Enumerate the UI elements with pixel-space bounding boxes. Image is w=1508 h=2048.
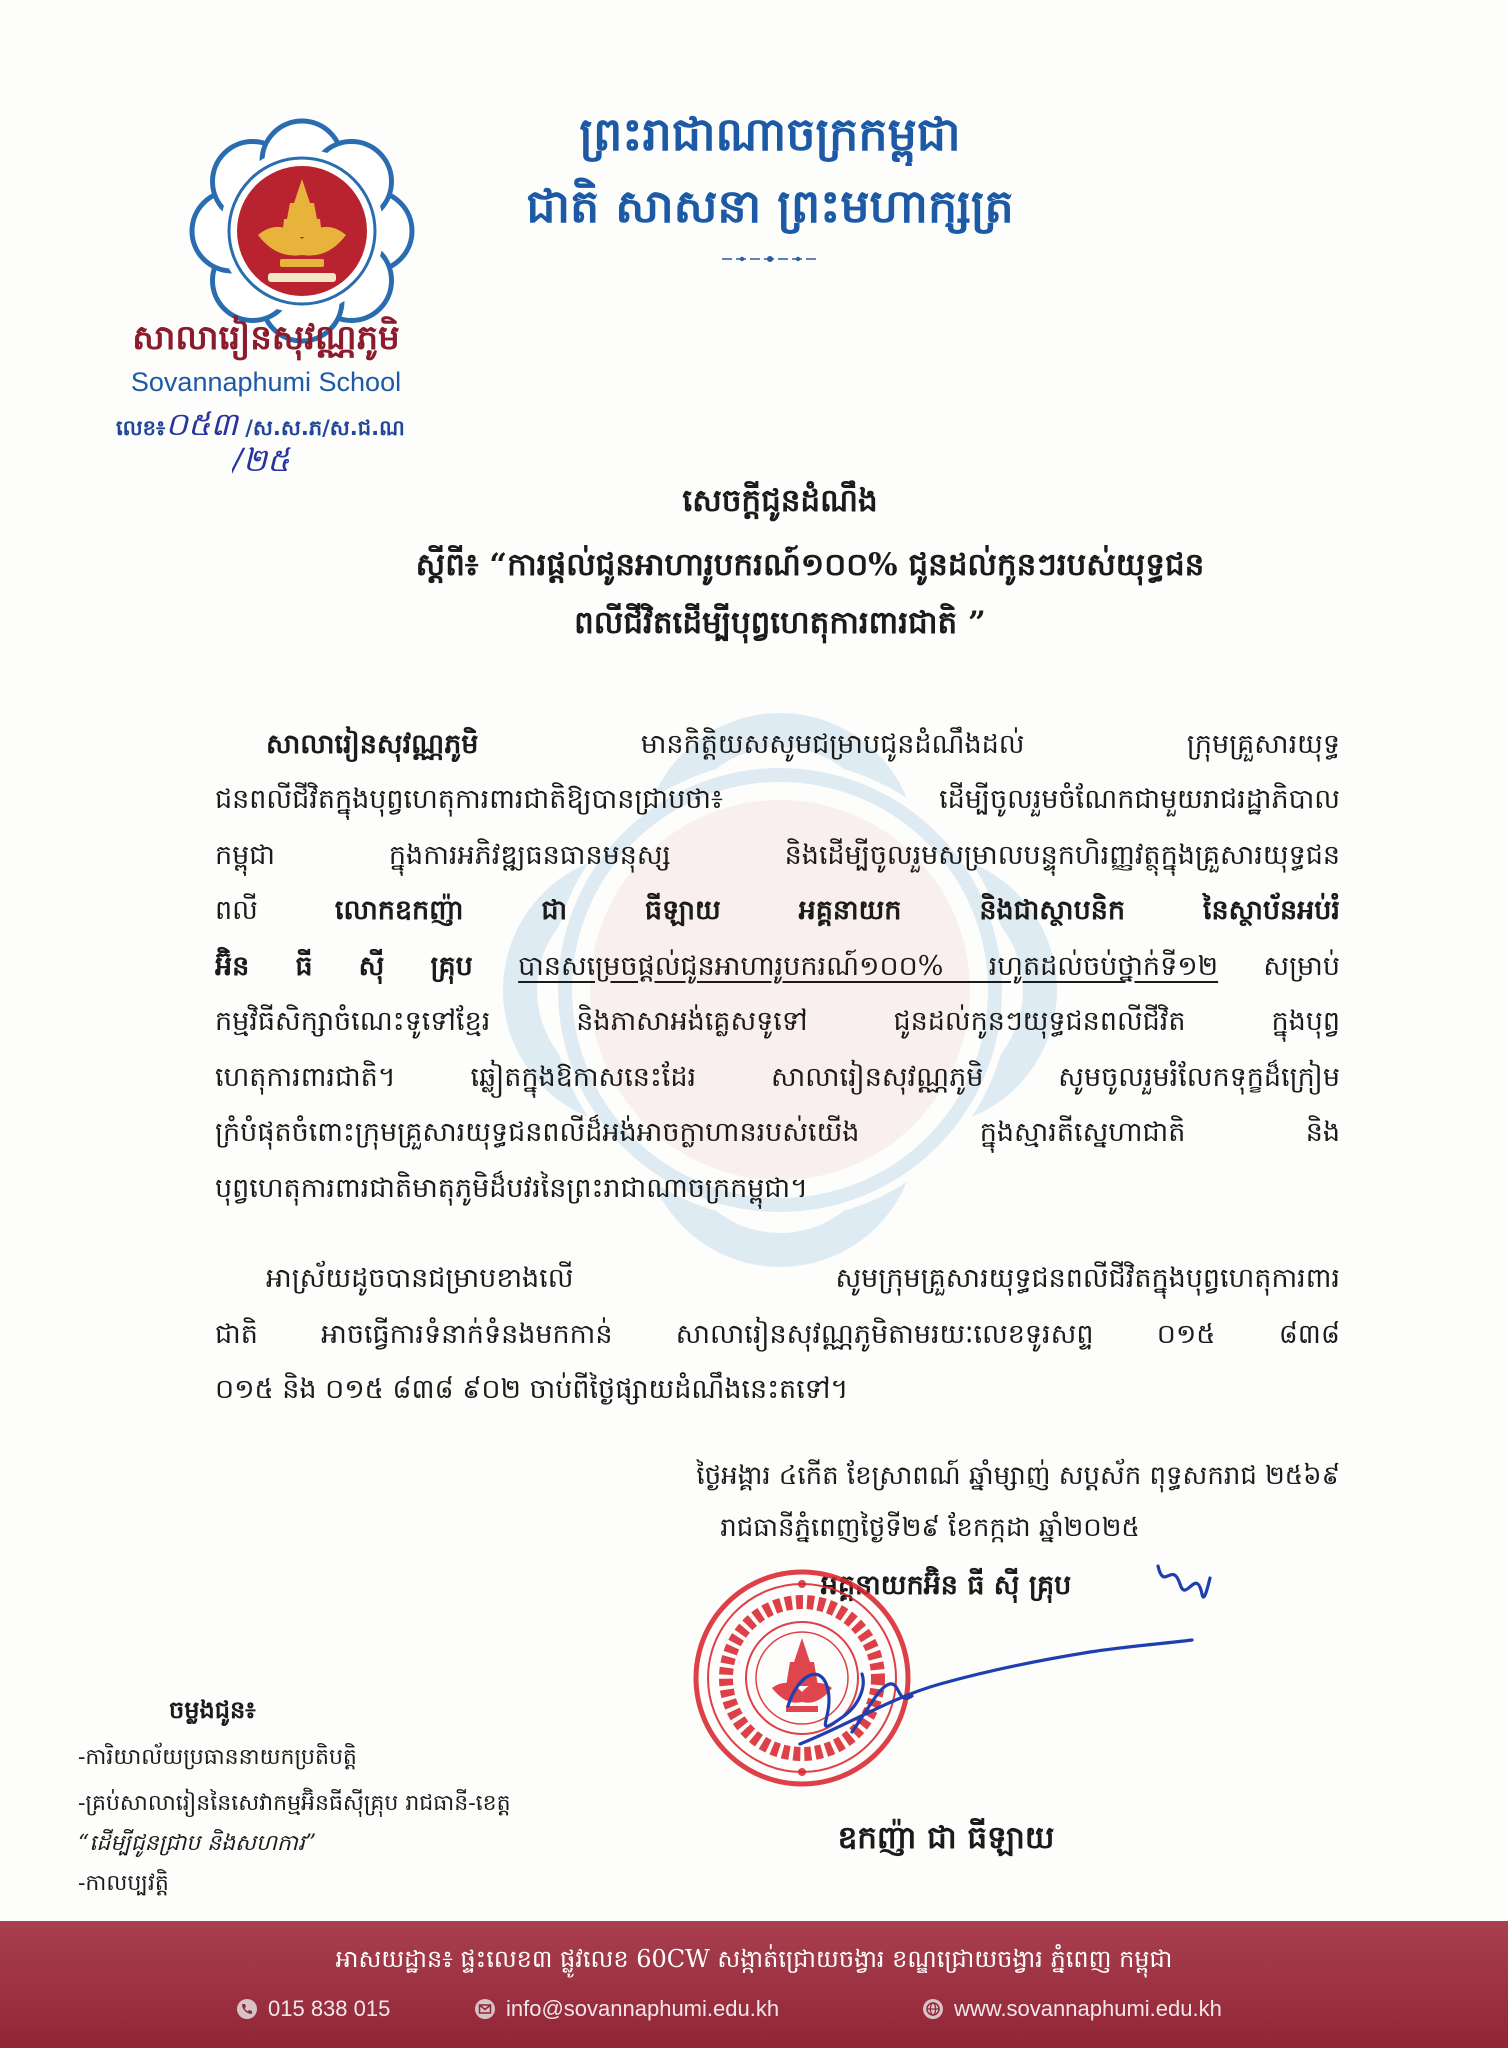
copy-to-item: -គ្រប់សាលារៀននៃសេវាកម្មអ៊ិនធីស៊ីគ្រុប រាជធានី-ខេត្ត bbox=[78, 1791, 511, 1816]
email-icon bbox=[474, 1998, 496, 2020]
body-text: ជាតិ អាចធ្វើការទំនាក់ទំនងមកកាន់ សាលារៀនសុវណ្ណភូមិតាមរយៈលេខទូរសព្ទ ០១៥ ៨៣៨ bbox=[215, 1319, 1340, 1350]
website-url: www.sovannaphumi.edu.kh bbox=[954, 1996, 1222, 2021]
body-line bbox=[215, 772, 1340, 828]
footer-email bbox=[474, 1991, 804, 2027]
body-text: អាស្រ័យដូចបានជម្រាបខាងលើ សូមក្រុមគ្រួសារយុទ្ធជនពលីជីវិតក្នុងបុព្វហេតុការពារ bbox=[266, 1263, 1340, 1294]
body-line bbox=[215, 1362, 1340, 1418]
signatory-title: អគ្គនាយកអ៊ិន ធី ស៊ី គ្រុប bbox=[820, 1570, 1072, 1601]
school-name-inline: សាលារៀនសុវណ្ណភូមិ bbox=[266, 729, 479, 760]
handwritten-signature bbox=[740, 1556, 1220, 1770]
header-divider-ornament bbox=[720, 252, 820, 266]
body-line bbox=[215, 939, 1340, 995]
body-line bbox=[215, 828, 1340, 884]
body-line bbox=[215, 1105, 1340, 1161]
founder-name-inline: លោកឧកញ៉ា ជា ធីឡាយ អគ្គនាយក និងជាស្ថាបនិក នៃស្ថាប័នអប់រំ bbox=[334, 895, 1340, 926]
copy-to-label: ចម្លងជូន៖ bbox=[169, 1695, 256, 1724]
body-line bbox=[215, 1050, 1340, 1106]
body-text: ក្រំបំផុតចំពោះក្រុមគ្រួសារយុទ្ធជនពលីដ៏អង់អាចក្លាហានរបស់យើង ក្នុងស្មារតីស្នេហាជាតិ និង bbox=[215, 1117, 1340, 1148]
body-text: មានកិត្តិយសសូមជម្រាបជូនដំណឹងដល់ ក្រុមគ្រួសារយុទ្ធ bbox=[640, 729, 1340, 760]
footer-phone bbox=[236, 1991, 436, 2027]
kingdom-heading: ព្រះរាជាណាចក្រកម្ពុជា bbox=[579, 107, 961, 161]
solar-date: រាជធានីភ្នំពេញថ្ងៃទី២៩ ខែកក្កដា ឆ្នាំ២០២៥ bbox=[720, 1513, 1140, 1543]
body-text: ពលី bbox=[215, 895, 258, 926]
signatory-name: ឧកញ៉ា ជា ធីឡាយ bbox=[837, 1820, 1055, 1856]
copy-to-note: “ដើម្បីជូនជ្រាប និងសហការ” bbox=[78, 1831, 317, 1856]
footer-address: អាសយដ្ឋាន៖ ផ្ទះលេខ៣ ផ្លូវលេខ 60CW សង្កាត់ជ្រោយចង្វារ ខណ្ឌជ្រោយចង្វារ ភ្នំពេញ កម្ពុជា bbox=[335, 1945, 1173, 1973]
body-text: ហេតុការពារជាតិ។ ឆ្លៀតក្នុងឱកាសនេះដែរ សាលារៀនសុវណ្ណភូមិ សូមចូលរួមរំលែកទុក្ខដ៏ក្រៀម bbox=[215, 1062, 1340, 1093]
lunar-date: ថ្ងៃអង្គារ ៤កើត ខែស្រាពណ៍ ឆ្នាំម្សាញ់ សប្តស័ក ពុទ្ធសករាជ ២៥៦៩ bbox=[696, 1461, 1340, 1491]
body-line bbox=[215, 1307, 1340, 1363]
reference-code: /ស.ស.ភ/ស.ជ.ណ bbox=[245, 416, 405, 440]
notice-subject-line-1 bbox=[290, 539, 1330, 593]
copy-to-item: -កាលប្បវត្តិ bbox=[78, 1871, 169, 1896]
reference-label: លេខ៖ bbox=[116, 416, 166, 440]
body-line bbox=[215, 1161, 1340, 1217]
body-text: ០១៥ និង ០១៥ ៨៣៨ ៩០២ ចាប់ពីថ្ងៃផ្សាយដំណឹងនេះតទៅ។ bbox=[215, 1374, 849, 1405]
notice-subject-line-2: ពលីជីវិតដើម្បីបុព្វហេតុការពារជាតិ ” bbox=[574, 605, 986, 641]
body-text: បុព្វហេតុការពារជាតិមាតុភូមិដ៏បវរនៃព្រះរាជាណាចក្រកម្ពុជា។ bbox=[215, 1173, 808, 1204]
globe-icon bbox=[922, 1998, 944, 2020]
subject-label: ស្តីពី៖ bbox=[415, 547, 479, 583]
body-text: ជនពលីជីវិតក្នុងបុព្វហេតុការពារជាតិឱ្យបានជ្រាបថា៖ ដើម្បីចូលរួមចំណែកជាមួយរាជរដ្ឋាភិបាល bbox=[215, 784, 1340, 815]
body-line bbox=[215, 717, 1340, 773]
email-address: info@sovannaphumi.edu.kh bbox=[506, 1996, 780, 2021]
body-line bbox=[215, 883, 1340, 939]
school-name-khmer: សាលារៀនសុវណ្ណភូមិ bbox=[132, 318, 400, 358]
reference-handwritten-number: ០៥៣ bbox=[165, 405, 238, 443]
school-name-english: Sovannaphumi School bbox=[130, 367, 402, 397]
footer-website bbox=[922, 1991, 1302, 2027]
group-name-inline: អ៊ិន ធី ស៊ី គ្រុប bbox=[215, 951, 473, 982]
footer-band bbox=[0, 1921, 1508, 2048]
body-line bbox=[215, 1251, 1340, 1307]
school-logo bbox=[188, 117, 416, 345]
reference-year: /២៥ bbox=[232, 441, 290, 479]
body-line bbox=[215, 994, 1340, 1050]
phone-icon bbox=[236, 1998, 258, 2020]
scholarship-grant-text: បានសម្រេចផ្តល់ជូនអាហារូបករណ៍១០០% រហូតដល់ចប់ថ្នាក់ទី១២ bbox=[518, 951, 1219, 982]
copy-to-item: -ការិយាល័យប្រធាននាយកប្រតិបត្តិ bbox=[78, 1745, 357, 1770]
body-text: កម្មវិធីសិក្សាចំណេះទូទៅខ្មែរ និងភាសាអង់គ្លេសទូទៅ ជូនដល់កូនៗយុទ្ធជនពលីជីវិត ក្នុងបុព្វ bbox=[215, 1006, 1340, 1037]
notice-title: សេចក្តីជូនដំណឹង bbox=[682, 483, 878, 519]
body-text: កម្ពុជា ក្នុងការអភិវឌ្ឍធនធានមនុស្ស និងដើម្បីចូលរួមសម្រាលបន្ទុកហិរញ្ញវត្ថុក្នុងគ្រួសារយុទ្ធជន bbox=[215, 840, 1340, 871]
subject-text: “ការផ្តល់ជូនអាហារូបករណ៍១០០% ជូនដល់កូនៗរបស់យុទ្ធជន bbox=[489, 547, 1205, 583]
body-text: សម្រាប់ bbox=[1263, 951, 1340, 982]
national-motto: ជាតិ សាសនា ព្រះមហាក្សត្រ bbox=[526, 179, 1014, 233]
phone-number: 015 838 015 bbox=[268, 1996, 391, 2021]
